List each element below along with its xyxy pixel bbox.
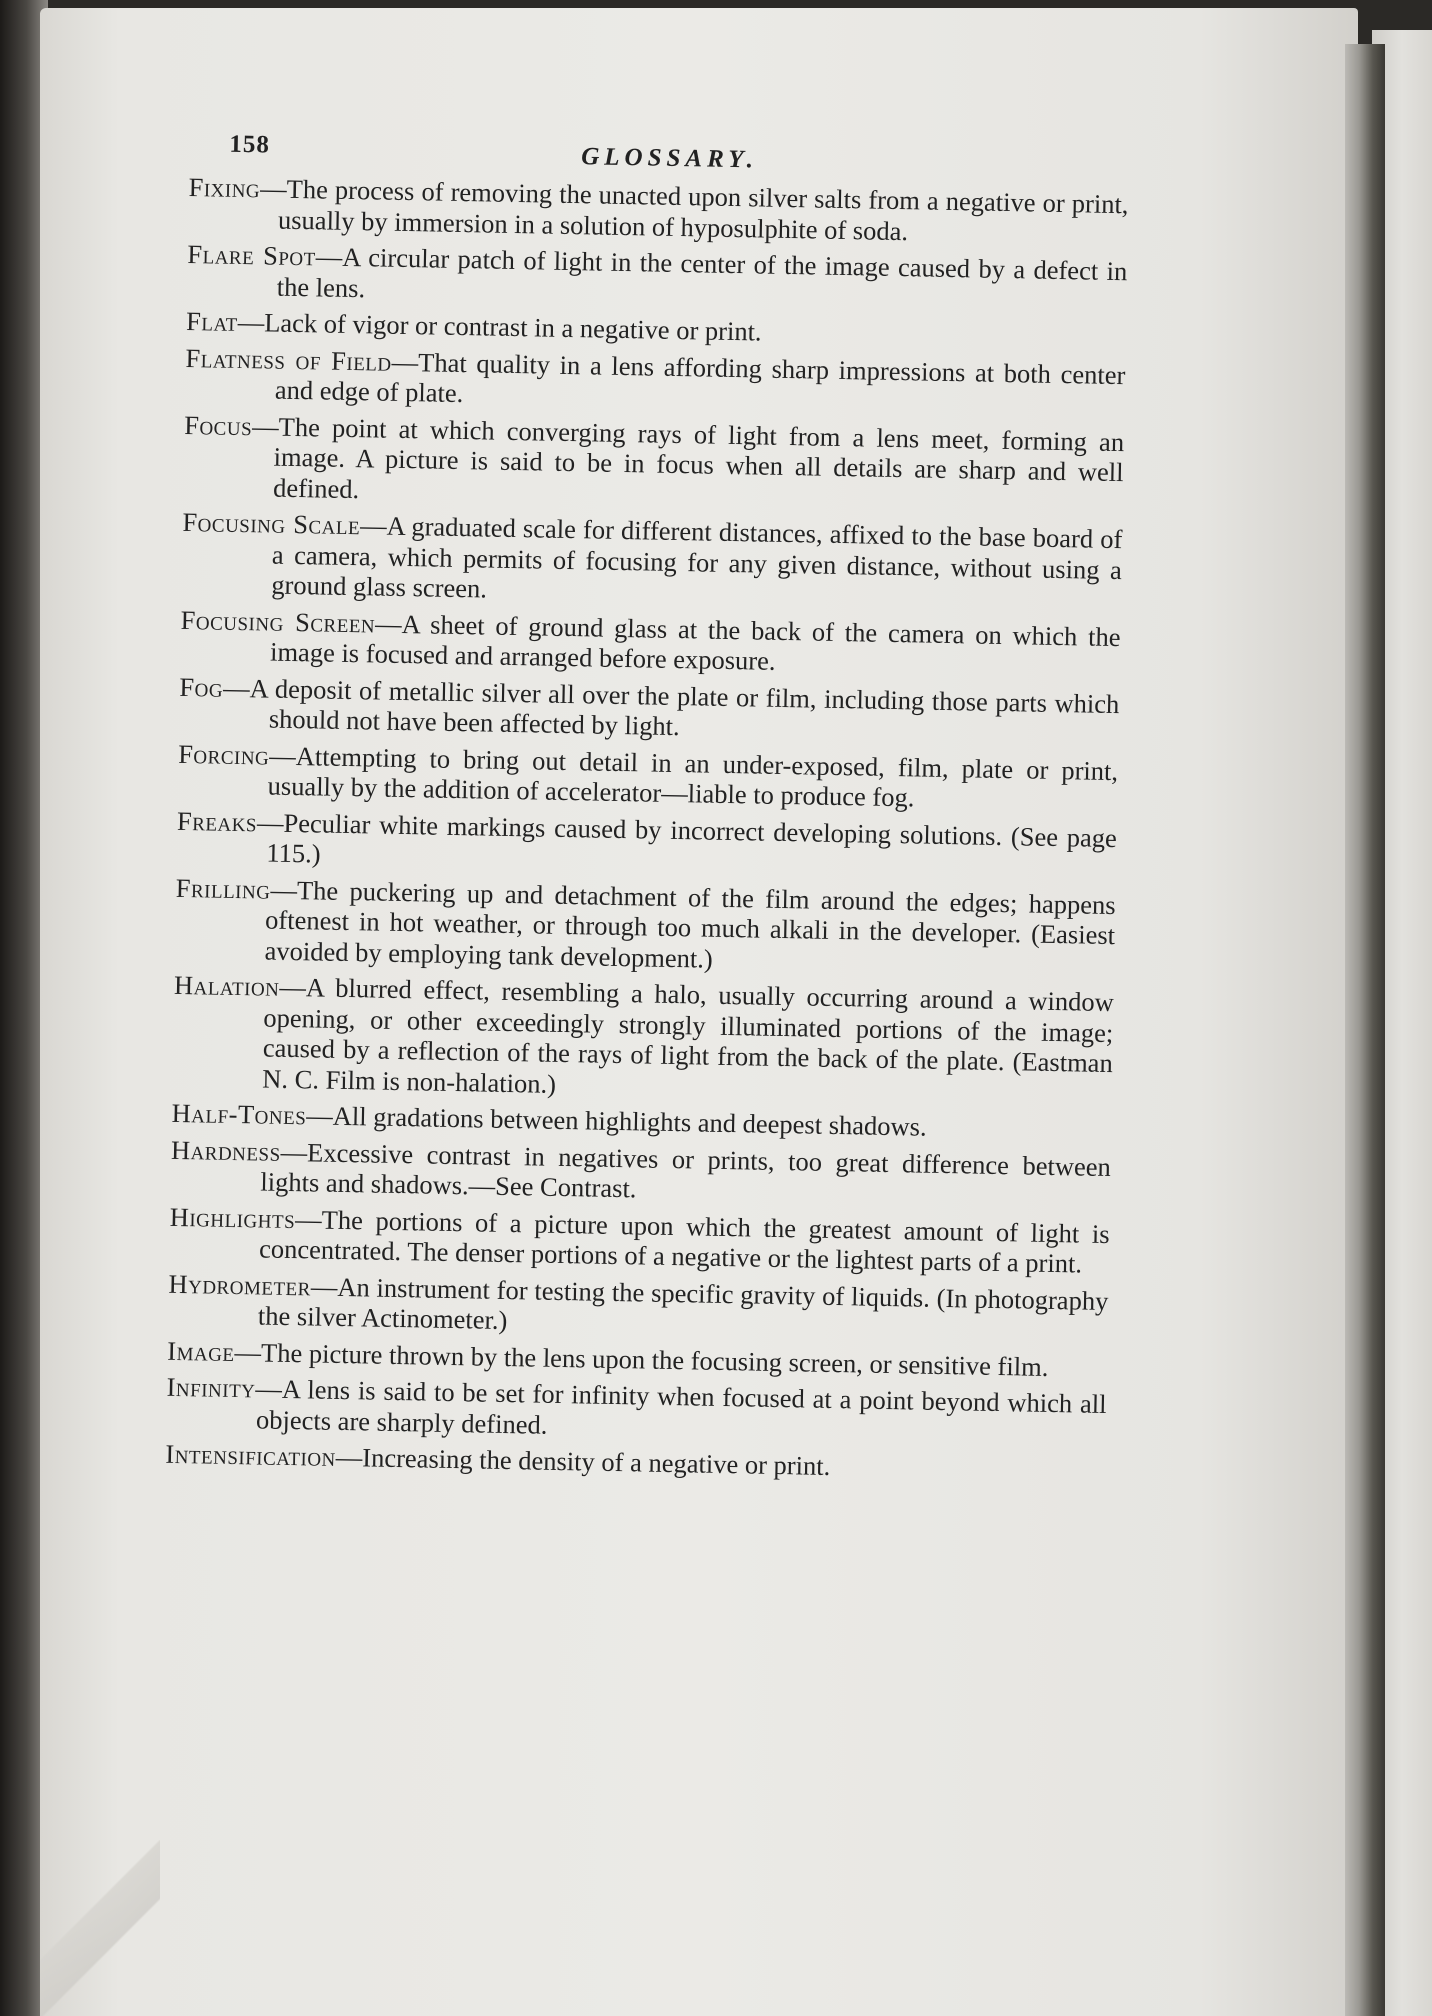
glossary-definition: —The point at which converging rays of light from a lens meet, forming an image. A picture is said to be in focus when all details are sharp and well defined. bbox=[251, 410, 1125, 504]
glossary-definition: —Excessive contrast in negatives or prints, too great difference between lights and shadows.—See Contrast. bbox=[260, 1136, 1112, 1204]
glossary-definition: —A graduated scale for different distances, affixed to the base board of a camera, which permits of focusing for any given distance, without using a ground glass screen. bbox=[271, 510, 1123, 604]
glossary-definition: —A sheet of ground glass at the back of the camera on which the image is focused and arranged before exposure. bbox=[269, 607, 1121, 676]
glossary-entry bbox=[169, 1201, 1110, 1279]
glossary-term: Focus bbox=[183, 409, 253, 441]
glossary-term: Frilling bbox=[175, 872, 271, 905]
glossary-term: Freaks bbox=[176, 805, 258, 837]
glossary-entry bbox=[176, 805, 1117, 883]
page-content bbox=[165, 112, 1130, 1492]
glossary-term: Fixing bbox=[188, 171, 261, 204]
glossary-definition: —A deposit of metallic silver all over the plate or film, including those parts which should not have been affected by light. bbox=[222, 672, 1120, 742]
glossary-entry bbox=[177, 738, 1118, 816]
glossary-term: Halation bbox=[173, 969, 280, 1002]
glossary-entry bbox=[183, 409, 1125, 518]
glossary-entries bbox=[165, 172, 1129, 1487]
glossary-definition: —A circular patch of light in the center of the image caused by a defect in the lens. bbox=[276, 241, 1128, 303]
glossary-entry bbox=[166, 1372, 1107, 1450]
glossary-entry bbox=[179, 671, 1120, 749]
glossary-term: Flare Spot bbox=[187, 238, 317, 272]
glossary-definition: —Attempting to bring out detail in an under-exposed, film, plate or print, usually by the addition of accelerator—liable to produce fog. bbox=[267, 740, 1119, 813]
glossary-entry bbox=[185, 342, 1126, 420]
glossary-definition: —All gradations between highlights and deepest shadows. bbox=[306, 1100, 927, 1142]
glossary-entry bbox=[181, 507, 1123, 616]
glossary-term: Focusing Scale bbox=[182, 506, 361, 541]
glossary-term: Hydrometer bbox=[168, 1268, 312, 1301]
glossary-definition: —That quality in a lens affording sharp impressions at both center and edge of plate. bbox=[274, 346, 1126, 409]
running-title: GLOSSARY. bbox=[580, 143, 759, 174]
glossary-entry bbox=[168, 1268, 1109, 1346]
glossary-definition: —The portions of a picture upon which the greatest amount of light is concentrated. The denser portions of a negative or the lightest parts of a print. bbox=[258, 1203, 1110, 1279]
glossary-definition: —Lack of vigor or contrast in a negative or print. bbox=[237, 306, 762, 347]
glossary-definition: —Increasing the density of a negative or print. bbox=[335, 1441, 831, 1481]
glossary-definition: —Peculiar white markings caused by incorrect developing solutions. (See page 115.) bbox=[256, 806, 1118, 869]
glossary-entry bbox=[180, 604, 1121, 682]
page-gutter-shadow bbox=[1345, 44, 1385, 2016]
glossary-entry bbox=[170, 1134, 1111, 1212]
glossary-term: Image bbox=[167, 1335, 235, 1367]
glossary-term: Forcing bbox=[177, 738, 270, 771]
page-number: 158 bbox=[229, 130, 271, 159]
glossary-term: Infinity bbox=[166, 1371, 256, 1404]
glossary-entry bbox=[187, 239, 1128, 317]
glossary-term: Half-Tones bbox=[171, 1097, 307, 1131]
glossary-term: Hardness bbox=[170, 1134, 281, 1167]
glossary-definition: —The process of removing the unacted upon silver salts from a negative or print, usually by immersion in a solution of hyposulphite of soda. bbox=[259, 173, 1129, 246]
glossary-definition: —The picture thrown by the lens upon the focusing screen, or sensitive film. bbox=[234, 1336, 1049, 1382]
glossary-term: Flatness of Field bbox=[185, 342, 392, 377]
glossary-definition: —A lens is said to be set for infinity when focused at a point beyond which all objects are sharply defined. bbox=[255, 1373, 1107, 1440]
glossary-definition: —The puckering up and detachment of the film around the edges; happens oftenest in hot weather, or through too much alkali in the developer. (Easiest avoided by employing tank development.) bbox=[264, 874, 1116, 974]
glossary-term: Highlights bbox=[169, 1201, 296, 1234]
glossary-definition: —An instrument for testing the specific gravity of liquids. (In photography the silver Actinometer.) bbox=[257, 1270, 1109, 1336]
glossary-entry bbox=[172, 970, 1114, 1109]
glossary-term: Fog bbox=[179, 671, 224, 703]
glossary-entry bbox=[174, 872, 1116, 981]
glossary-term: Intensification bbox=[165, 1438, 337, 1472]
glossary-definition: —A blurred effect, resembling a halo, usually occurring around a window opening, or other exceedingly strongly illuminated portions of the image; caused by a reflection of the rays of light from the back of the plate. (Eastman N. C. Film is non-halation.) bbox=[262, 971, 1115, 1099]
glossary-term: Flat bbox=[185, 305, 239, 337]
page-corner-crease bbox=[40, 1840, 160, 2016]
glossary-term: Focusing Screen bbox=[180, 604, 376, 638]
